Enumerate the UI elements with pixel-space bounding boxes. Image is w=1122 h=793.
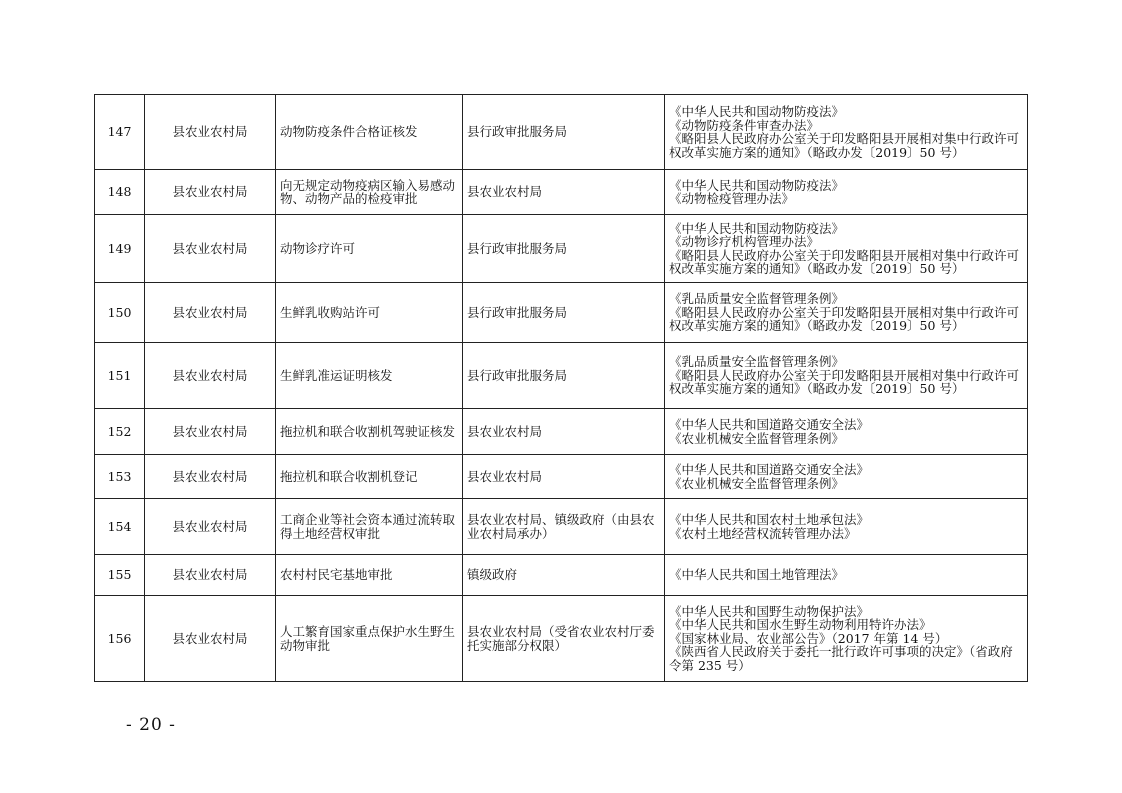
legal-basis-line: 《中华人民共和国野生动物保护法》 [669, 603, 870, 619]
permit-item-cell: 动物防疫条件合格证核发 [276, 95, 463, 170]
legal-basis-line: 《中华人民共和国动物防疫法》 [669, 104, 845, 119]
permit-item-cell: 拖拉机和联合收割机驾驶证核发 [276, 409, 463, 455]
implementing-body-cell: 县农业农村局 [463, 170, 665, 215]
table-row [95, 455, 1028, 499]
permit-item-cell: 工商企业等社会资本通过流转取得土地经营权审批 [276, 499, 463, 555]
row-number: 153 [95, 455, 145, 499]
permit-item-cell: 动物诊疗许可 [276, 215, 463, 283]
legal-basis-line: 《农村土地经营权流转管理办法》 [669, 525, 857, 541]
legal-basis-line: 《国家林业局、农业部公告》（2017 年第 14 号） [669, 630, 948, 646]
legal-basis-line: 《陕西省人民政府关于委托一批行政许可事项的决定》（省政府令第 235 号） [669, 644, 1013, 673]
permit-item-cell: 生鲜乳收购站许可 [276, 283, 463, 343]
legal-basis-cell [665, 455, 1028, 499]
implementing-body-cell: 县农业农村局（受省农业农村厅委托实施部分权限） [463, 596, 665, 682]
legal-basis-cell [665, 215, 1028, 283]
department-cell: 县农业农村局 [145, 343, 276, 409]
legal-basis-line: 《动物检疫管理办法》 [669, 191, 795, 206]
department-cell: 县农业农村局 [145, 283, 276, 343]
row-number: 147 [95, 95, 145, 170]
row-number: 155 [95, 555, 145, 596]
department-cell: 县农业农村局 [145, 455, 276, 499]
table-row [95, 499, 1028, 555]
legal-basis-line: 《中华人民共和国道路交通安全法》 [669, 462, 870, 477]
legal-basis-line: 《中华人民共和国土地管理法》 [669, 567, 845, 583]
legal-basis-line: 《动物诊疗机构管理办法》 [669, 234, 820, 249]
permit-item-cell: 向无规定动物疫病区输入易感动物、动物产品的检疫审批 [276, 170, 463, 215]
row-number: 154 [95, 499, 145, 555]
implementing-body-cell: 县行政审批服务局 [463, 283, 665, 343]
table-row [95, 215, 1028, 283]
implementing-body-cell: 镇级政府 [463, 555, 665, 596]
table-row [95, 95, 1028, 170]
row-number: 150 [95, 283, 145, 343]
legal-basis-line: 《略阳县人民政府办公室关于印发略阳县开展相对集中行政许可权改革实施方案的通知》（略政办发〔2019〕50 号） [669, 367, 1020, 397]
permit-item-cell: 人工繁育国家重点保护水生野生动物审批 [276, 596, 463, 682]
legal-basis-line: 《动物防疫条件审查办法》 [669, 117, 820, 133]
permit-table [94, 94, 1028, 682]
table-row [95, 170, 1028, 215]
implementing-body-cell: 县行政审批服务局 [463, 95, 665, 170]
department-cell: 县农业农村局 [145, 555, 276, 596]
permit-table-body [95, 95, 1028, 682]
legal-basis-line: 《中华人民共和国道路交通安全法》 [669, 417, 870, 432]
legal-basis-line: 《略阳县人民政府办公室关于印发略阳县开展相对集中行政许可权改革实施方案的通知》（略政办发〔2019〕50 号） [669, 131, 1020, 160]
legal-basis-cell [665, 409, 1028, 455]
department-cell: 县农业农村局 [145, 170, 276, 215]
legal-basis-line: 《中华人民共和国水生野生动物利用特许办法》 [669, 617, 932, 633]
table-row [95, 343, 1028, 409]
department-cell: 县农业农村局 [145, 499, 276, 555]
legal-basis-line: 《农业机械安全监督管理条例》 [669, 430, 845, 446]
legal-basis-line: 《略阳县人民政府办公室关于印发略阳县开展相对集中行政许可权改革实施方案的通知》（略政办发〔2019〕50 号） [669, 247, 1020, 276]
row-number: 152 [95, 409, 145, 455]
legal-basis-cell [665, 555, 1028, 596]
department-cell: 县农业农村局 [145, 596, 276, 682]
legal-basis-cell [665, 596, 1028, 682]
implementing-body-cell: 县农业农村局 [463, 455, 665, 499]
department-cell: 县农业农村局 [145, 95, 276, 170]
table-row [95, 555, 1028, 596]
legal-basis-line: 《中华人民共和国动物防疫法》 [669, 177, 845, 193]
legal-basis-line: 《农业机械安全监督管理条例》 [669, 475, 845, 491]
legal-basis-cell [665, 170, 1028, 215]
department-cell: 县农业农村局 [145, 409, 276, 455]
table-row [95, 409, 1028, 455]
page-number: - 20 - [126, 715, 176, 735]
legal-basis-cell [665, 499, 1028, 555]
legal-basis-line: 《中华人民共和国动物防疫法》 [669, 220, 845, 236]
implementing-body-cell: 县农业农村局 [463, 409, 665, 455]
row-number: 149 [95, 215, 145, 283]
permit-item-cell: 农村村民宅基地审批 [276, 555, 463, 596]
permit-item-cell: 生鲜乳准运证明核发 [276, 343, 463, 409]
row-number: 151 [95, 343, 145, 409]
legal-basis-line: 《乳品质量安全监督管理条例》 [669, 354, 845, 370]
legal-basis-cell [665, 343, 1028, 409]
department-cell: 县农业农村局 [145, 215, 276, 283]
legal-basis-line: 《中华人民共和国农村土地承包法》 [669, 512, 870, 527]
row-number: 148 [95, 170, 145, 215]
table-row [95, 596, 1028, 682]
legal-basis-line: 《略阳县人民政府办公室关于印发略阳县开展相对集中行政许可权改革实施方案的通知》（略政办发〔2019〕50 号） [669, 304, 1020, 334]
legal-basis-cell [665, 283, 1028, 343]
implementing-body-cell: 县行政审批服务局 [463, 343, 665, 409]
implementing-body-cell: 县行政审批服务局 [463, 215, 665, 283]
implementing-body-cell: 县农业农村局、镇级政府（由县农业农村局承办） [463, 499, 665, 555]
row-number: 156 [95, 596, 145, 682]
legal-basis-cell [665, 95, 1028, 170]
legal-basis-line: 《乳品质量安全监督管理条例》 [669, 291, 845, 307]
permit-item-cell: 拖拉机和联合收割机登记 [276, 455, 463, 499]
table-row [95, 283, 1028, 343]
